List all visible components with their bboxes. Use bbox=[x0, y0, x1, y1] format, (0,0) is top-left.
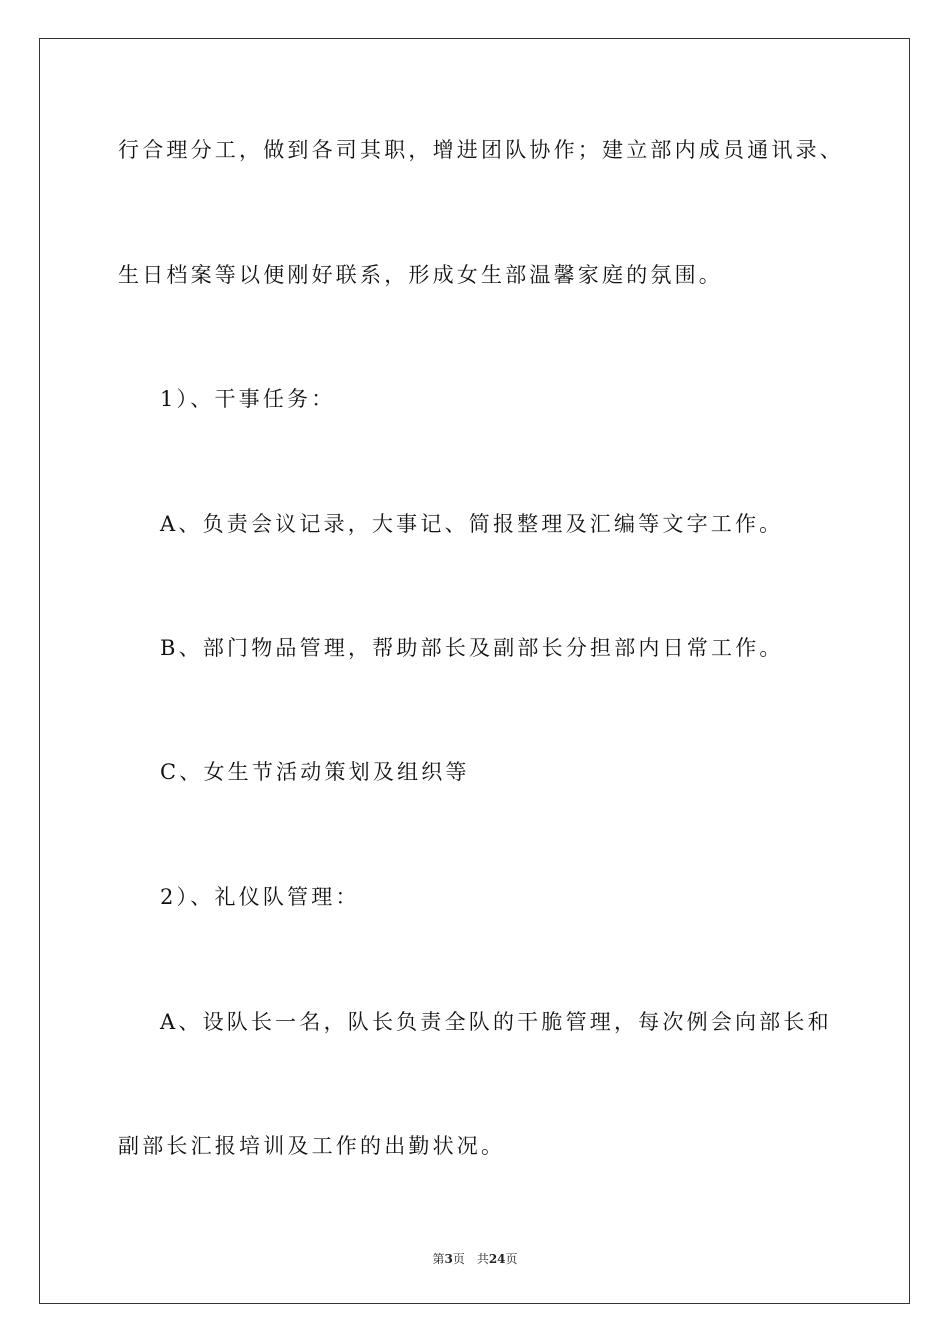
footer-total-pages: 24 bbox=[488, 1252, 506, 1266]
footer-prefix: 第 bbox=[432, 1252, 445, 1266]
list-item-b: B、部门物品管理，帮助部长及副部长分担部内日常工作。 bbox=[160, 636, 784, 660]
body-paragraph-line: 行合理分工，做到各司其职，增进团队协作；建立部内成员通讯录、 bbox=[118, 138, 844, 162]
footer-current-page: 3 bbox=[444, 1252, 453, 1266]
page-number-footer bbox=[0, 1250, 950, 1267]
section-heading-2: 2）、礼仪队管理： bbox=[160, 885, 360, 909]
body-paragraph-line: 生日档案等以便刚好联系，形成女生部温馨家庭的氛围。 bbox=[118, 263, 723, 287]
list-item-a-2: A、设队长一名，队长负责全队的干脆管理，每次例会向部长和 bbox=[160, 1010, 832, 1034]
footer-suffix: 页 bbox=[505, 1252, 518, 1266]
list-item-c: C、女生节活动策划及组织等 bbox=[160, 760, 470, 784]
body-paragraph-line: 副部长汇报培训及工作的出勤状况。 bbox=[118, 1134, 506, 1158]
list-item-a: A、负责会议记录，大事记、简报整理及汇编等文字工作。 bbox=[160, 512, 784, 536]
page-border bbox=[39, 38, 910, 1304]
footer-middle: 页 共 bbox=[452, 1252, 489, 1266]
section-heading-1: 1）、干事任务： bbox=[160, 387, 336, 411]
